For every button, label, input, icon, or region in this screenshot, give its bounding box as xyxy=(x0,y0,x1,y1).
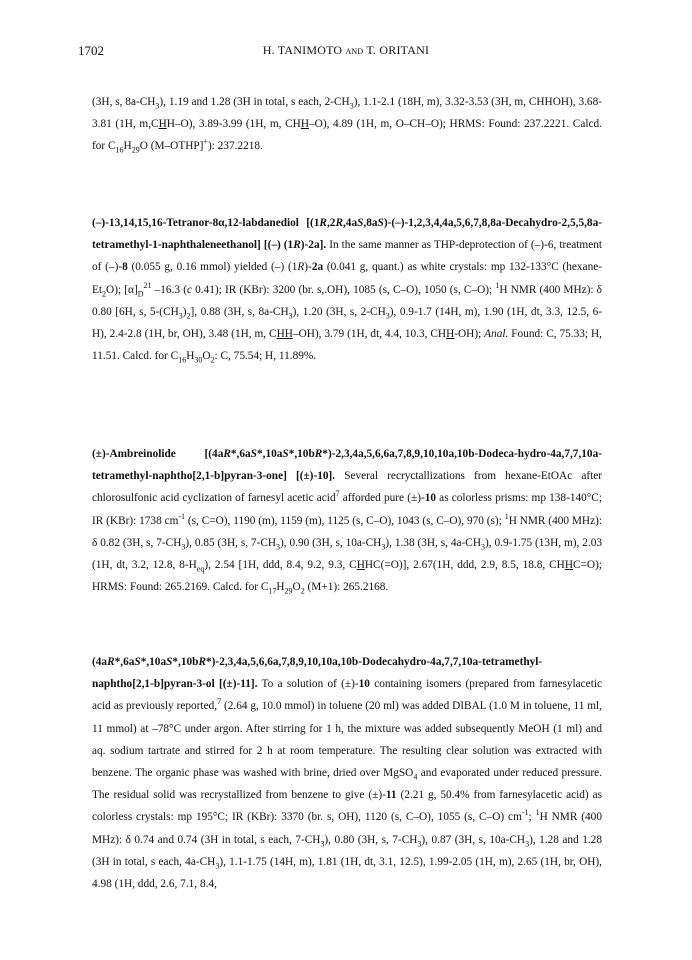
superscript: 1 xyxy=(535,808,540,818)
para4-text: ), 0.80 (3H, s, 7-CH xyxy=(324,833,418,846)
superscript: -1 xyxy=(178,511,186,521)
subscript: 2 xyxy=(186,311,191,321)
para1-text: O (M–OTHP] xyxy=(139,140,204,153)
stereo-descriptor: S xyxy=(166,656,173,668)
subscript: 3 xyxy=(178,311,183,321)
compound-number: 10 xyxy=(424,492,437,505)
reference-number: 7 xyxy=(335,489,340,499)
stereo-descriptor: S xyxy=(250,448,257,460)
para3-text: as colorless prisms: mp 138-140°C; IR (KBr): 1738 cm xyxy=(92,492,602,527)
para2-text: H NMR (400 MHz): δ 0.80 [6H, s, 5-(CH xyxy=(92,283,602,318)
para2-text: (0.041 g, quant.) as white crystals: mp 132-133°C (hexane-Et xyxy=(92,261,602,296)
superscript: + xyxy=(203,137,208,147)
stereo-descriptor: S xyxy=(134,656,141,668)
superscript: 21 xyxy=(143,280,152,290)
subscript: 30 xyxy=(194,355,203,365)
heading-text: *,10b xyxy=(172,656,199,668)
subscript: eq xyxy=(196,564,205,574)
para1-text: ), 1.19 and 1.28 (3H in total, s each, 2-CH xyxy=(159,96,350,108)
stereo-descriptor: S xyxy=(357,217,364,229)
para2-text: O); [α] xyxy=(106,283,138,296)
heading-text: *,6a xyxy=(230,448,251,460)
para4-text: and evaporated under reduced pressure. The residual solid was recrystallized from benzene to give (±)- xyxy=(92,767,603,802)
para4-text: (2.64 g, 10.0 mmol) in toluene (20 ml) was added DIBAL (1.0 M in toluene, 11 ml, 11 mmol) at –78°C under argon. After stirring for 1 h, the mixture was added subsequently MeOH (1 ml) and aq. sodium tartrate and stirred for 2 h at room temperature. The resulting clear solution was extracted with benzene. The organic phase was washed with brine, dried over MgSO xyxy=(92,700,602,780)
heading-text: ,4a xyxy=(342,217,358,229)
paragraph-4 xyxy=(92,651,602,895)
subscript: 3 xyxy=(181,542,186,552)
para4-text: (2.21 g, 50.4% from farnesylacetic acid) as colorless crystals: mp 195°C; IR (KBr): 3370 (br. s, OH), 1120 (s, C–O), 1055 (s, C–O) cm xyxy=(92,789,603,824)
para2-text: Found: C, 75.33; H, 11.51. Calcd. for C xyxy=(92,328,602,363)
para3-text: afforded pure (±)- xyxy=(339,492,425,505)
para4-text: containing isomers (prepared from farnesylacetic acid as previously reported, xyxy=(92,678,602,713)
stereo-descriptor: R xyxy=(107,656,115,668)
para4-text: ; xyxy=(528,811,536,824)
para3-text: HC(=O)], 2.67(1H, ddd, 2.9, 8.5, 18.8, CH xyxy=(364,559,565,572)
paragraph-2 xyxy=(92,212,602,367)
compound-number: 8 xyxy=(122,261,128,274)
para3-text: (s, C=O), 1190 (m), 1159 (m), 1125 (s, C–O), 1043 (s, C–O), 970 (s); xyxy=(185,514,505,527)
subscript: 2 xyxy=(210,355,215,365)
subscript: 2 xyxy=(102,288,107,298)
heading-text: *,6a xyxy=(114,656,135,668)
heading-text: ,8a xyxy=(363,217,378,229)
subscript: 3 xyxy=(349,101,354,111)
para3-text: C=O); HRMS: Found: 265.2169. Calcd. for C xyxy=(92,559,602,594)
running-head-text: H. TANIMOTO and T. ORITANI xyxy=(262,43,430,57)
compound-number: 2a xyxy=(311,261,324,274)
compound-number: 11 xyxy=(385,789,397,802)
heading-text: )-(–)-1,2,3,4,4a,5,6,7,8,8a-Decahydro-2,5,5,8a-tetramethyl-1-naphthaleneethanol] [(–) (1 xyxy=(92,217,602,252)
para2-text: H xyxy=(186,350,195,363)
para2-text: 0.41); IR (KBr): 3200 (br. s,.OH), 1085 (s, C–O), 1050 (s, C–O); xyxy=(192,283,496,296)
subscript: 3 xyxy=(417,838,422,848)
para2-text: )- xyxy=(304,261,312,274)
para1-text: –O), 4.89 (1H, m, O–CH–O); HRMS: Found: 237.2221. Calcd. for C xyxy=(92,118,602,153)
stereo-descriptor: S xyxy=(282,448,289,460)
stereo-descriptor: R xyxy=(319,217,327,229)
subscript: 3 xyxy=(320,838,325,848)
italic-text: Anal. xyxy=(484,328,509,341)
subscript: 16 xyxy=(115,145,124,155)
stereo-descriptor: R xyxy=(314,448,323,460)
para2-text: In the same manner as THP-deprotection of (–)-6, treatment of (–)- xyxy=(92,239,602,274)
superscript: 1 xyxy=(495,280,500,290)
heading-text: (4a xyxy=(92,656,108,668)
subscript: 29 xyxy=(131,145,140,155)
para1-text: ): 237.2218. xyxy=(207,140,263,153)
underlined-text: HH xyxy=(276,328,293,341)
para2-text: –OH), 3.79 (1H, dt, 4.4, 10.3, CH xyxy=(292,328,447,341)
para4-text: H NMR (400 MHz): δ 0.74 and 0.74 (3H in total, s each, 7-CH xyxy=(92,811,602,846)
stereo-descriptor: S xyxy=(377,217,384,229)
para4-text: To a solution of (±)- xyxy=(257,678,359,691)
superscript: -1 xyxy=(521,808,529,818)
para3-text: Several recryctallizations from hexane-EtOAc after chlorosulfonic acid cyclization of farnesyl acetic acid xyxy=(92,470,603,505)
para4-text: ), 1.1-1.75 (14H, m), 1.81 (1H, dt, 3.1, 12.5), 1.99-2.05 (1H, m), 2.65 (1H, br, OH), 4.98 (1H, ddd, 2.6, 7.1, 8.4, xyxy=(92,855,602,891)
para1-text: ), 1.1-2.1 (18H, m), 3.32-3.53 (3H, m, CHHOH), 3.68-3.81 (1H, m,C xyxy=(92,96,602,131)
heading-text: *)-2,3,4a,5,6,6a,7,8,9,10,10a,10b-Dodeca-hydro-4a,7,7,10a-tetramethyl-naphtho[2,1-b]pyran-3-one] [(±)-10]. xyxy=(92,448,602,483)
stereo-descriptor: R xyxy=(297,261,305,274)
para2-text: -OH); xyxy=(454,328,485,341)
italic-text: c xyxy=(186,283,192,296)
para2-text: O xyxy=(202,350,211,363)
heading-text: *)-2,3,4a,5,6,6a,7,8,9,10,10a,10b-Dodecahydro-4a,7,7,10a-tetramethyl-naphtho[2,1-b]pyran-3-ol [(±)-11]. xyxy=(92,656,543,691)
para3-text: ), 0.9-1.75 (13H, m), 2.03 (1H, dt, 3.2, 12.8, 8-H xyxy=(92,536,602,572)
para1-text: H xyxy=(123,140,132,153)
heading-text: )-2a]. xyxy=(300,239,327,252)
underlined-text: H xyxy=(300,118,310,131)
para2-text: ], 0.88 (3H, s, 8a-CH xyxy=(190,305,289,318)
para2-text: : C, 75.54; H, 11.89%. xyxy=(214,350,317,363)
reference-number: 7 xyxy=(217,697,222,707)
page-number: 1702 xyxy=(78,43,104,58)
subscript: 3 xyxy=(288,311,293,321)
underlined-text: H xyxy=(446,328,455,341)
compound-number: 10 xyxy=(358,678,370,691)
subscript: 3 xyxy=(381,542,386,552)
subscript: 3 xyxy=(276,542,281,552)
subscript: D xyxy=(137,288,144,298)
subscript: 4 xyxy=(413,772,418,782)
subscript: 3 xyxy=(155,101,160,111)
para3-text: O xyxy=(292,581,301,594)
stereo-descriptor: R xyxy=(223,448,231,460)
stereo-descriptor: R xyxy=(293,239,301,252)
para2-text: (0.055 g, 0.16 mmol) yielded (–) (1 xyxy=(127,261,298,274)
underlined-text: H xyxy=(158,118,167,131)
stereo-descriptor: R xyxy=(198,656,207,668)
para4-text: ), 0.87 (3H, s, 10a-CH xyxy=(421,833,526,846)
subscript: 3 xyxy=(215,861,220,871)
superscript: 1 xyxy=(504,511,509,521)
heading-text: *,10a xyxy=(140,656,167,668)
para3-text: (M+1): 265.2168. xyxy=(304,581,389,594)
para1-text: (3H, s, 8a-CH xyxy=(92,96,156,108)
heading-text: (–)-13,14,15,16-Tetranor-8α,12-labdanediol [(1 xyxy=(92,217,320,229)
subscript: 16 xyxy=(178,355,187,365)
para3-text: H NMR (400 MHz): δ 0.82 (3H, s, 7-CH xyxy=(92,514,602,549)
running-head xyxy=(0,43,692,58)
para1-text: H–O), 3.89-3.99 (1H, m, CH xyxy=(166,118,301,131)
para3-text: ), 2.54 [1H, ddd, 8.4, 9.2, 9.3, C xyxy=(204,559,357,572)
para2-text: ), 1.20 (3H, s, 2-CH xyxy=(292,305,386,318)
heading-text: *,10b xyxy=(288,448,315,460)
subscript: 3 xyxy=(481,542,485,552)
para3-text: ), 0.90 (3H, s, 10a-CH xyxy=(280,536,382,549)
underlined-text: H xyxy=(564,559,574,572)
subscript: 29 xyxy=(284,586,293,596)
para4-text: ), 1.28 and 1.28 (3H in total, s each, 4a-CH xyxy=(92,833,602,868)
underlined-text: H xyxy=(356,559,365,572)
heading-text: (±)-Ambreinolide [(4a xyxy=(92,448,224,460)
paragraph-1 xyxy=(92,91,602,158)
stereo-descriptor: R xyxy=(335,217,343,229)
heading-text: *,10a xyxy=(256,448,283,460)
para3-text: H xyxy=(276,581,285,594)
subscript: 17 xyxy=(268,586,277,596)
heading-text: ,2 xyxy=(326,217,336,229)
para3-text: ), 0.85 (3H, s, 7-CH xyxy=(185,536,277,549)
para2-text: ), 0.9-1.7 (14H, m), 1.90 (1H, dt, 3.3, 12.5, 6-H), 2.4-2.8 (1H, br, OH), 3.48 (1H, m, C xyxy=(92,305,602,341)
para3-text: ), 1.38 (3H, s, 4a-CH xyxy=(385,536,481,549)
para2-text: –16.3 ( xyxy=(151,283,187,296)
para2-text: ) xyxy=(182,305,187,318)
subscript: 2 xyxy=(300,586,305,596)
paragraph-3 xyxy=(92,443,602,598)
subscript: 3 xyxy=(385,311,390,321)
subscript: 3 xyxy=(525,838,530,848)
